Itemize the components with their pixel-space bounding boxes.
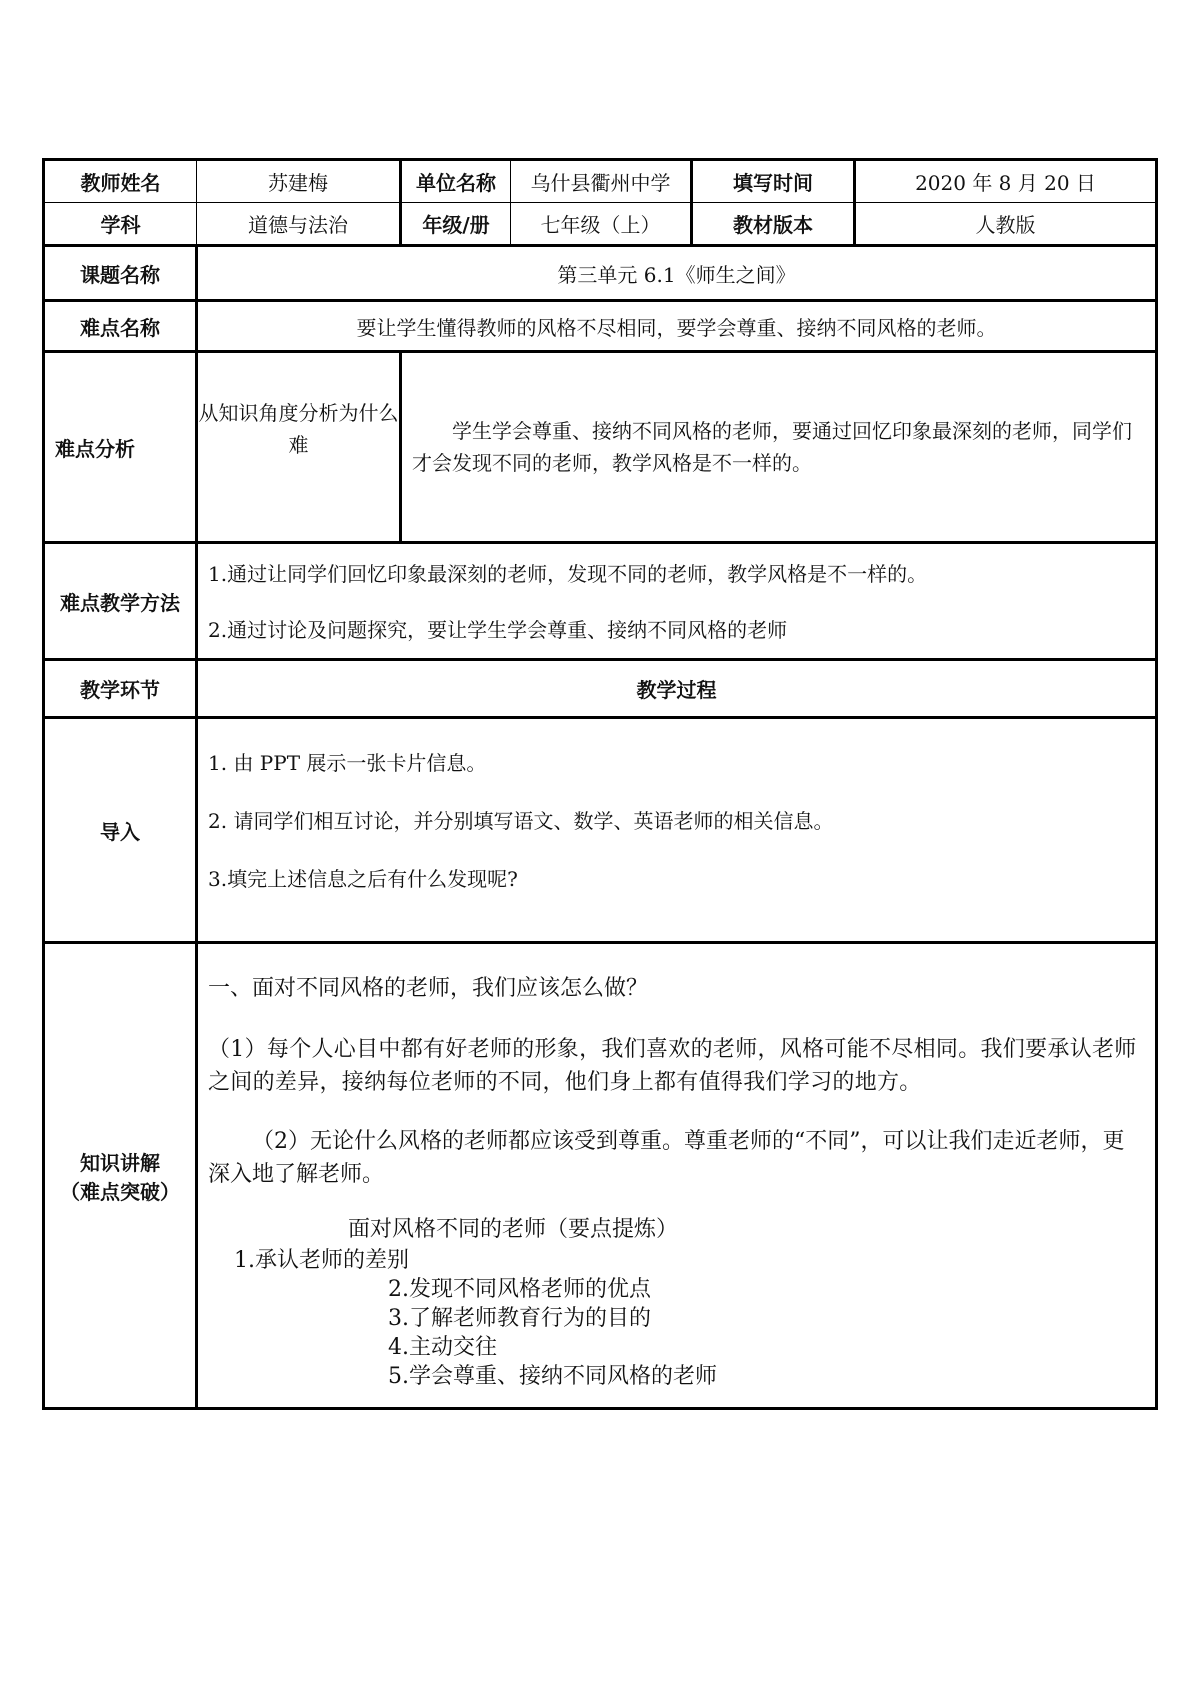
intro-row — [44, 718, 1157, 943]
edition-value: 人教版 — [855, 203, 1157, 246]
edition-label: 教材版本 — [692, 203, 855, 246]
intro-item-3: 3.填完上述信息之后有什么发现呢? — [208, 867, 518, 891]
analysis-label: 难点分析 — [44, 352, 197, 543]
knowledge-label-line1: 知识讲解 — [80, 1150, 160, 1175]
summary-item-1: 1.承认老师的差别 — [234, 1248, 409, 1273]
stage-header-label: 教学环节 — [44, 660, 197, 718]
summary-item-5: 5.学会尊重、接纳不同风格的老师 — [388, 1364, 717, 1389]
difficulty-row — [44, 301, 1157, 352]
fill-date-value: 2020 年 8 月 20 日 — [855, 160, 1157, 203]
method-label: 难点教学方法 — [44, 543, 197, 660]
intro-item-1: 1. 由 PPT 展示一张卡片信息。 — [208, 751, 487, 775]
method-item-1: 1.通过让同学们回忆印象最深刻的老师，发现不同的老师，教学风格是不一样的。 — [208, 562, 928, 586]
unit-name-value: 乌什县衢州中学 — [511, 160, 692, 203]
knowledge-question: 一、面对不同风格的老师，我们应该怎么做？ — [208, 976, 649, 1001]
fill-date-label: 填写时间 — [692, 160, 855, 203]
subject-value: 道德与法治 — [197, 203, 401, 246]
summary-item-4: 4.主动交往 — [388, 1335, 497, 1360]
analysis-text-cell — [401, 352, 1157, 543]
teacher-name-label: 教师姓名 — [44, 160, 197, 203]
method-cell — [197, 543, 1157, 660]
topic-label: 课题名称 — [44, 246, 197, 301]
grade-label: 年级/册 — [401, 203, 511, 246]
analysis-text: 学生学会尊重、接纳不同风格的老师，要通过回忆印象最深刻的老师，同学们才会发现不同的老师，教学风格是不一样的。 — [412, 419, 1132, 475]
knowledge-label-line2: （难点突破） — [60, 1179, 180, 1204]
header-row-2 — [44, 203, 1157, 246]
grade-value: 七年级（上） — [511, 203, 692, 246]
unit-name-label: 单位名称 — [401, 160, 511, 203]
knowledge-row — [44, 943, 1157, 1409]
summary-title: 面对风格不同的老师（要点提炼） — [348, 1217, 679, 1242]
intro-item-2: 2. 请同学们相互讨论，并分别填写语文、数学、英语老师的相关信息。 — [208, 809, 834, 833]
summary-item-3: 3.了解老师教育行为的目的 — [388, 1306, 651, 1331]
difficulty-label: 难点名称 — [44, 301, 197, 352]
topic-value: 第三单元 6.1《师生之间》 — [197, 246, 1157, 301]
topic-row — [44, 246, 1157, 301]
knowledge-cell — [197, 943, 1157, 1409]
intro-cell — [197, 718, 1157, 943]
method-item-2: 2.通过讨论及问题探究，要让学生学会尊重、接纳不同风格的老师 — [208, 618, 788, 642]
subject-label: 学科 — [44, 203, 197, 246]
knowledge-point-2: （2）无论什么风格的老师都应该受到尊重。尊重老师的“不同”，可以让我们走近老师，更深入地了解老师。 — [208, 1129, 1125, 1187]
lesson-plan-table — [42, 158, 1158, 1410]
teacher-name-value: 苏建梅 — [197, 160, 401, 203]
header-row-1 — [44, 160, 1157, 203]
process-header-label: 教学过程 — [197, 660, 1157, 718]
summary-item-2: 2.发现不同风格老师的优点 — [388, 1277, 651, 1302]
process-header-row — [44, 660, 1157, 718]
knowledge-point-1: （1）每个人心目中都有好老师的形象，我们喜欢的老师，风格可能不尽相同。我们要承认老师之间的差异，接纳每位老师的不同，他们身上都有值得我们学习的地方。 — [208, 1037, 1137, 1095]
analysis-row — [44, 352, 1157, 543]
intro-label: 导入 — [44, 718, 197, 943]
knowledge-label-cell — [44, 943, 197, 1409]
difficulty-value: 要让学生懂得教师的风格不尽相同，要学会尊重、接纳不同风格的老师。 — [197, 301, 1157, 352]
analysis-sub-label: 从知识角度分析为什么难 — [197, 352, 401, 543]
method-row — [44, 543, 1157, 660]
